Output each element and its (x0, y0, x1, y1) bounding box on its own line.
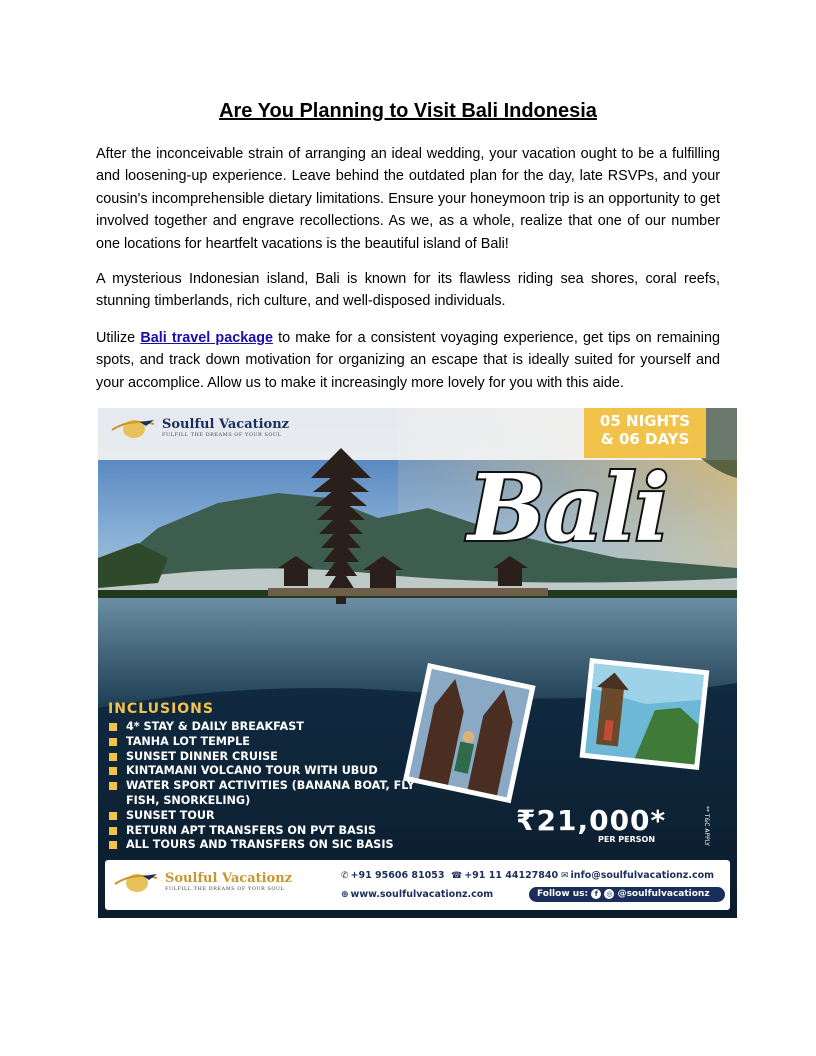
telephone-icon: ☎ (451, 871, 463, 881)
contact-mobile: ✆ +91 95606 81053 (341, 870, 445, 881)
facebook-icon: f (591, 889, 601, 899)
list-item: SUNSET DINNER CRUISE (108, 750, 438, 765)
bullet-square-icon (109, 782, 117, 790)
paragraph-text-before-link: Utilize (96, 330, 141, 346)
phone-icon: ✆ (341, 871, 349, 881)
mail-icon: ✉ (561, 871, 569, 881)
bali-travel-package-link[interactable]: Bali travel package (140, 330, 274, 346)
bali-description-paragraph: A mysterious Indonesian island, Bali is known for its flawless riding sea shores, coral reefs, stunning timberlands, rich culture, and well-disposed individuals. (96, 271, 720, 310)
brand-name: Soulful Vacationz (162, 416, 290, 432)
bullet-square-icon (109, 841, 117, 849)
inclusions-list (108, 720, 438, 853)
terms-note: ** T&C APPLY (703, 806, 710, 846)
social-follow-badge: Follow us: f ◎ @soulfulvacationz (529, 887, 725, 902)
bullet-square-icon (109, 738, 117, 746)
brand-tagline: FULFILL THE DREAMS OF YOUR SOUL (162, 431, 282, 438)
footer-brand-tagline: FULFILL THE DREAMS OF YOUR SOUL (165, 885, 285, 892)
contact-email: ✉ info@soulfulvacationz.com (561, 870, 715, 881)
list-item: SUNSET TOUR (108, 809, 438, 824)
duration-badge (584, 408, 706, 458)
bullet-square-icon (109, 827, 117, 835)
list-item: TANHA LOT TEMPLE (108, 735, 438, 750)
poster-header-brand (110, 416, 289, 440)
paragraph-text-after-link: to make for a consistent voyaging experience, get tips on remaining spots, and track down motivation for organizing an escape that is ideally suited for yourself and your accomplice. Allow us to make it increasingly more lovely for you with this aide. (96, 330, 720, 391)
contact-landline: ☎ +91 11 44127840 (451, 870, 559, 881)
bullet-square-icon (109, 767, 117, 775)
footer-brand (113, 870, 292, 894)
poster-footer (105, 860, 730, 910)
bali-package-poster (98, 408, 737, 918)
nights-label: 05 NIGHTS (599, 412, 691, 430)
list-item: ALL TOURS AND TRANSFERS ON SIC BASIS (108, 838, 438, 853)
list-item: RETURN APT TRANSFERS ON PVT BASIS (108, 824, 438, 839)
package-price: ₹21,000* (516, 804, 667, 837)
list-item: 4* STAY & DAILY BREAKFAST (108, 720, 438, 735)
bullet-square-icon (109, 812, 117, 820)
airplane-globe-logo-icon (110, 416, 156, 440)
contact-website: ⊕ www.soulfulvacationz.com (341, 889, 494, 900)
list-item: KINTAMANI VOLCANO TOUR WITH UBUD (108, 764, 438, 779)
page-title: Are You Planning to Visit Bali Indonesia (219, 100, 597, 122)
airplane-globe-logo-icon (113, 870, 159, 894)
intro-paragraph: After the inconceivable strain of arranging an ideal wedding, your vacation ought to be a fulfilling and loosening-up experience. Leave behind the outdated plan for the day, late RSVPs, and your cousin's incomprehensible dietary limitations. Ensure your honeymoon trip is an opportunity to get involved together and engrave recollections. As we, as a whole, realize that one of our number one locations for heartfelt vacations is the beautiful island of Bali! (96, 146, 720, 252)
inclusions-heading: INCLUSIONS (108, 701, 214, 717)
bullet-square-icon (109, 753, 117, 761)
travel-package-paragraph (96, 327, 720, 394)
globe-icon: ⊕ (341, 890, 349, 900)
list-item: WATER SPORT ACTIVITIES (BANANA BOAT, FLY FISH, SNORKELING) (108, 779, 438, 809)
destination-title: Bali (468, 454, 668, 562)
footer-brand-name: Soulful Vacationz (165, 870, 293, 886)
days-label: & 06 DAYS (600, 430, 690, 448)
per-person-label: PER PERSON (598, 835, 656, 844)
bullet-square-icon (109, 723, 117, 731)
instagram-icon: ◎ (606, 889, 613, 898)
